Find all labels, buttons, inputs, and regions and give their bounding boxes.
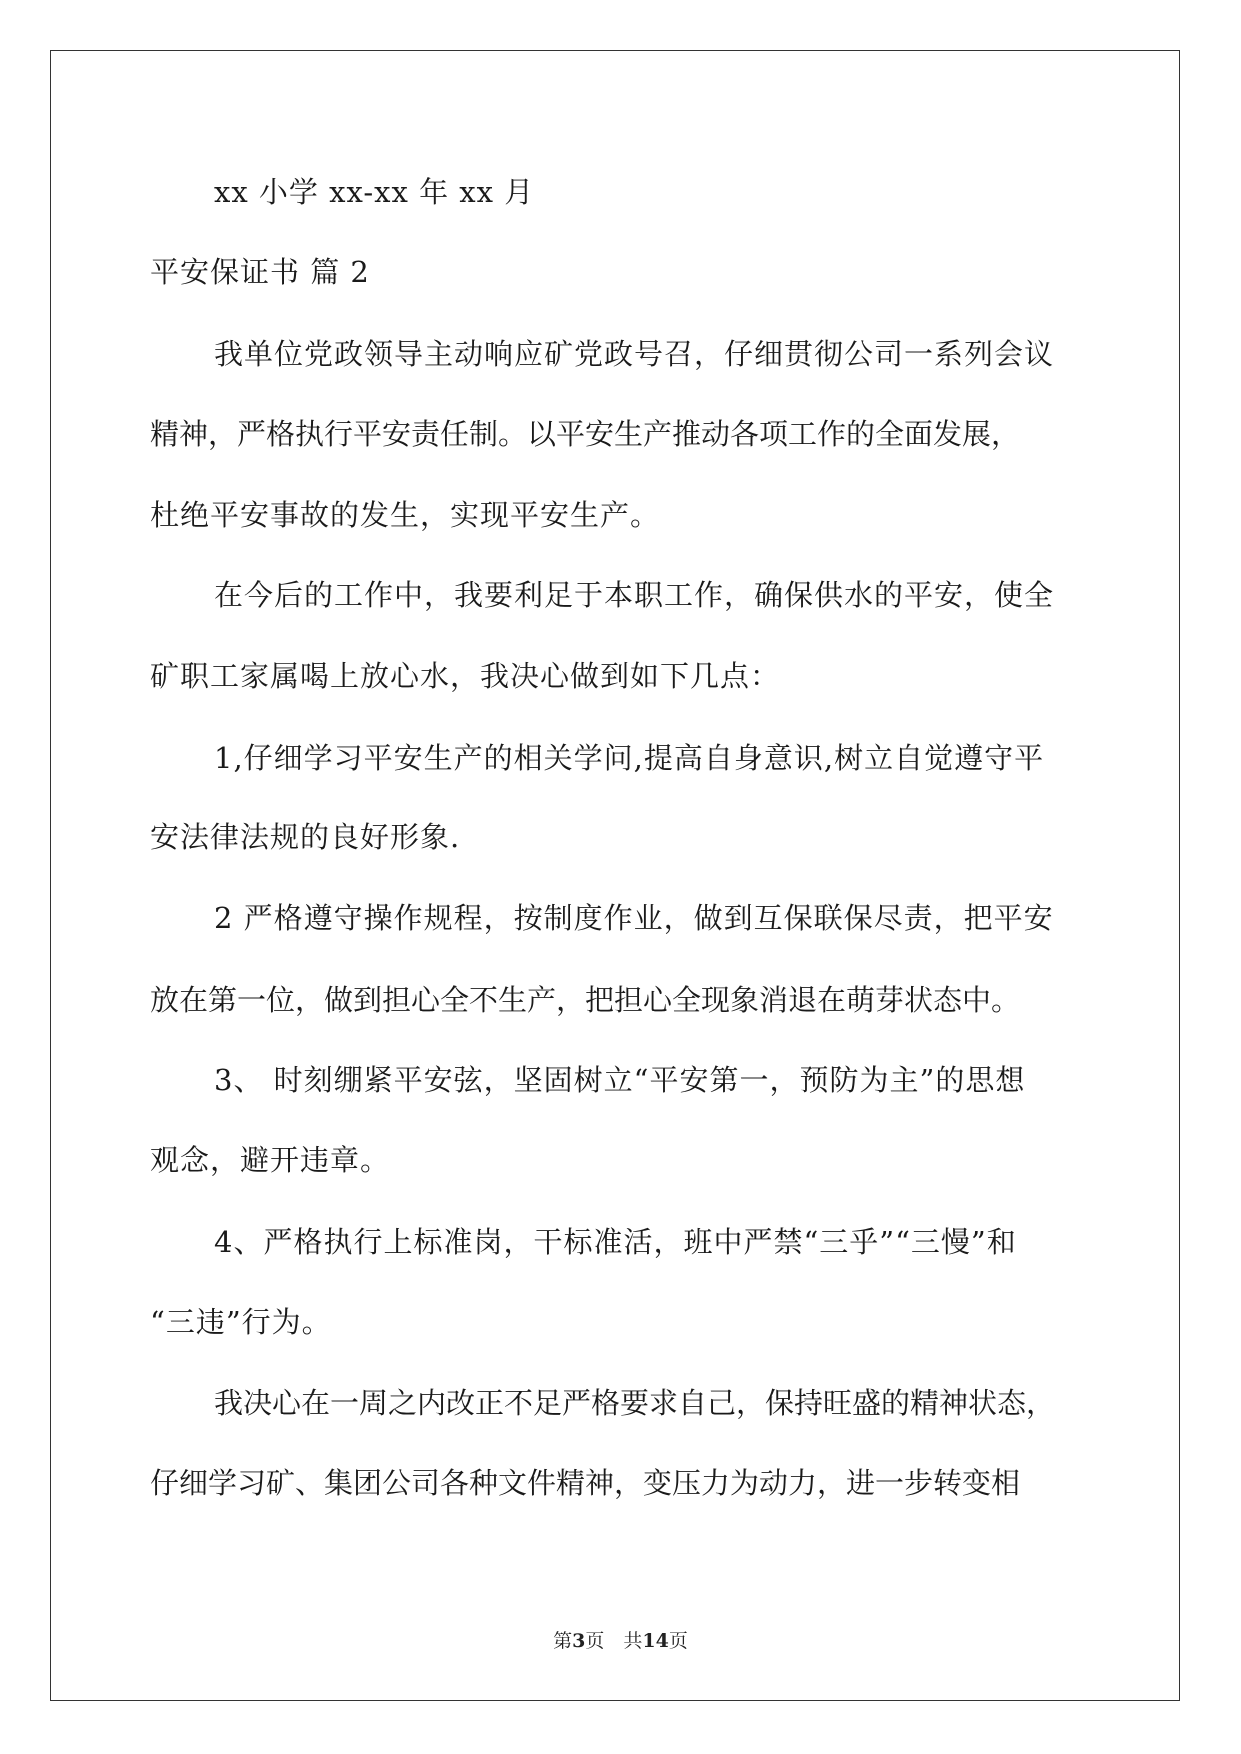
footer-prefix: 第 — [553, 1630, 573, 1652]
footer-middle: 页 共 — [585, 1630, 643, 1652]
paragraph-line: 2 严格遵守操作规程，按制度作业，做到互保联保尽责，把平安 — [214, 901, 1054, 935]
paragraph-line: 矿职工家属喝上放心水，我决心做到如下几点： — [150, 659, 781, 693]
page-footer — [0, 1629, 1241, 1653]
paragraph-line: 观念，避开违章。 — [150, 1143, 391, 1177]
paragraph-line: 仔细学习矿、集团公司各种文件精神，变压力为动力，进一步转变相 — [150, 1466, 1021, 1500]
paragraph-line: 我决心在一周之内改正不足严格要求自己，保持旺盛的精神状态， — [214, 1386, 1056, 1420]
paragraph-line: 放在第一位，做到担心全不生产，把担心全现象消退在萌芽状态中。 — [150, 983, 1021, 1017]
paragraph-line: 在今后的工作中，我要利足于本职工作，确保供水的平安，使全 — [214, 578, 1055, 612]
current-page-number: 3 — [572, 1630, 586, 1652]
paragraph-line: 3、 时刻绷紧平安弦，坚固树立“平安第一，预防为主”的思想 — [214, 1063, 1026, 1097]
paragraph-line: 1,仔细学习平安生产的相关学问,提高自身意识,树立自觉遵守平 — [214, 741, 1045, 775]
paragraph-line: “三违”行为。 — [150, 1305, 332, 1339]
paragraph-line: 我单位党政领导主动响应矿党政号召，仔细贯彻公司一系列会议 — [214, 337, 1055, 371]
total-pages-number: 14 — [642, 1630, 669, 1652]
paragraph-line: 安法律法规的良好形象. — [150, 820, 461, 854]
paragraph-line: 4、严格执行上标准岗，干标准活，班中严禁“三乎”“三慢”和 — [214, 1225, 1017, 1259]
paragraph-line: 精神，严格执行平安责任制。以平安生产推动各项工作的全面发展， — [150, 417, 1021, 451]
signature-date-line: xx 小学 xx-xx 年 xx 月 — [214, 175, 535, 209]
section-heading: 平安保证书 篇 2 — [150, 255, 370, 289]
page-border — [50, 50, 1180, 1701]
footer-suffix: 页 — [668, 1630, 688, 1652]
paragraph-line: 杜绝平安事故的发生，实现平安生产。 — [150, 498, 661, 532]
